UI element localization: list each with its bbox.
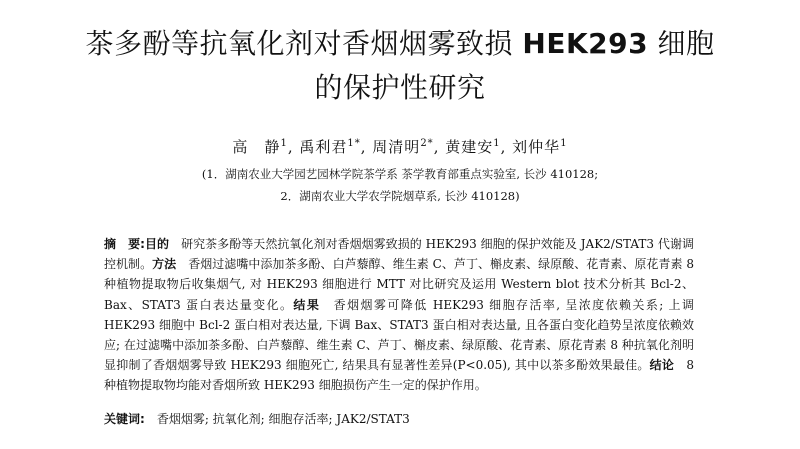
conclusion-text: 8 种植物提取物均能对香烟所致 HEK293 细胞损伤产生一定的保护作用。 (104, 358, 694, 393)
author-name: 高 静 (232, 138, 281, 156)
author-name: 禹利君 (299, 138, 348, 156)
paper-title-line-2: 的保护性研究 (314, 71, 486, 104)
keywords-label: 关键词: (104, 412, 145, 426)
author-name: 黄建安 (445, 138, 494, 156)
author-affiliation-mark: 1 (493, 138, 501, 149)
results-label: 结果 (293, 297, 321, 312)
abstract-label: 摘 要: (104, 237, 145, 251)
objective-text: 研究茶多酚等天然抗氧化剂对香烟烟雾致损的 HEK293 细胞的保护效能及 JAK2/STAT3 代谢调控机制。 (104, 237, 694, 272)
conclusion-label: 结论 (649, 358, 675, 373)
methods-text: 香烟过滤嘴中添加茶多酚、白芦藜醇、维生素 C、芦丁、槲皮素、绿原酸、花青素、原花青素 8 种植物提取物后收集烟气, 对 HEK293 细胞进行 MTT 对比研究及运用 Western blot 技术分析其 Bcl-2、Bax、STAT3 蛋白表达量变化。 (104, 257, 694, 312)
author-name: 周清明 (372, 138, 421, 156)
author-separator: , (500, 138, 513, 156)
methods-label: 方法 (152, 257, 177, 272)
author-name: 刘仲华 (512, 138, 561, 156)
title-prefix: 茶多酚等抗氧化剂对香烟烟雾致损 (85, 27, 523, 60)
author-separator: , (287, 138, 300, 156)
keywords-line (104, 410, 694, 428)
results-text: 香烟烟雾可降低 HEK293 细胞存活率, 呈浓度依赖关系; 上调 HEK293 细胞中 Bcl-2 蛋白相对表达量, 下调 Bax、STAT3 蛋白相对表达量, 且各蛋白变化趋势呈浓度依赖效应; 在过滤嘴中添加茶多酚、白芦藜醇、维生素 C、芦丁、槲皮素、绿原酸、花青素、原花青素 8 种抗氧化剂明显抑制了香烟烟雾导致 HEK293 细胞死亡, 结果具有显著性差异(P<0.05), 其中以茶多酚效果最佳。 (104, 297, 694, 373)
author-separator: , (360, 138, 373, 156)
title-suffix: 细胞 (648, 27, 715, 60)
author-separator: , (433, 138, 446, 156)
affiliation-line-2: 2．湖南农业大学农学院烟草系, 长沙 410128) (280, 189, 520, 203)
paper-title-line-1 (0, 24, 800, 64)
author-affiliation-mark: 1 (280, 138, 288, 149)
author-affiliation-mark: 1 (560, 138, 568, 149)
title-cell-line: HEK293 (522, 27, 649, 60)
author-list (0, 136, 800, 157)
affiliation-line-1: (1．湖南农业大学园艺园林学院茶学系 茶学教育部重点实验室, 长沙 410128; (201, 167, 599, 181)
keywords-text: 香烟烟雾; 抗氧化剂; 细胞存活率; JAK2/STAT3 (144, 412, 410, 426)
author-affiliation-mark: 2* (420, 138, 434, 149)
objective-label: 目的 (144, 237, 170, 251)
abstract-paragraph (104, 234, 694, 396)
author-affiliation-mark: 1* (347, 138, 361, 149)
